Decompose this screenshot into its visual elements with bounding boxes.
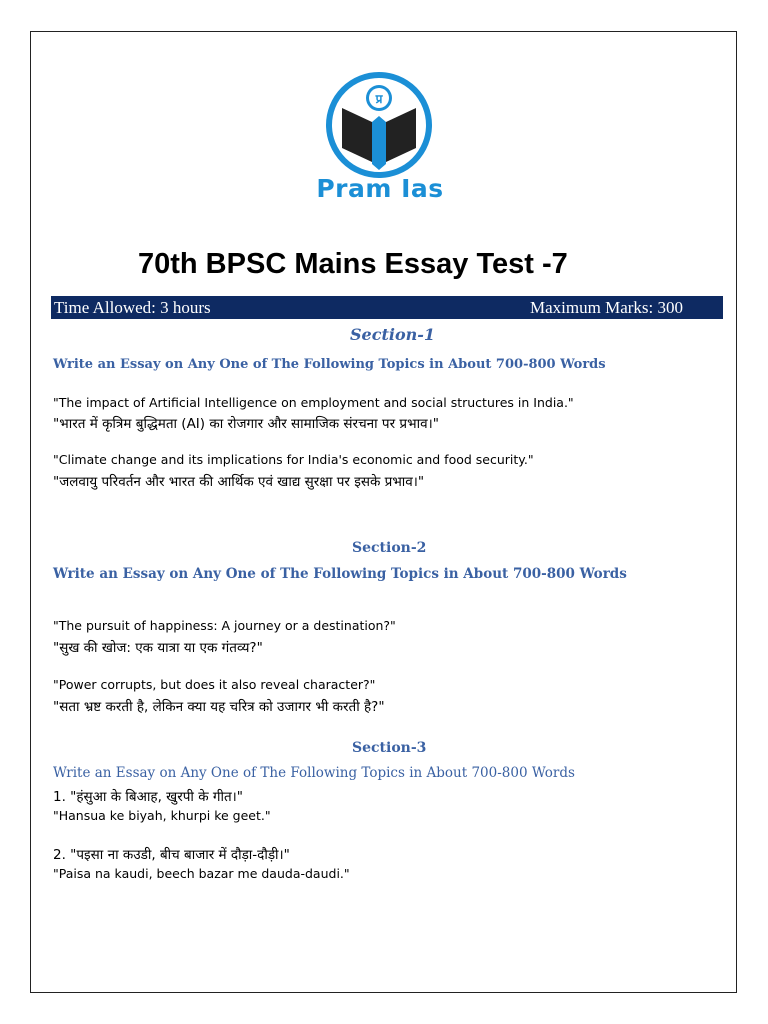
emblem-letter: प्र: [375, 92, 383, 106]
page-title: 70th BPSC Mains Essay Test -7: [138, 248, 568, 280]
brand-name: Pram Ias: [316, 174, 444, 203]
topic-line: "जलवायु परिवर्तन और भारत की आर्थिक एवं खाद्य सुरक्षा पर इसके प्रभाव।": [53, 474, 425, 490]
maximum-marks: Maximum Marks: 300: [530, 298, 683, 317]
section-instruction: Write an Essay on Any One of The Following Topics in About 700-800 Words: [53, 765, 575, 781]
book-emblem-icon: [324, 70, 434, 180]
topic-line: "भारत में कृत्रिम बुद्धिमता (AI) का रोजगार और सामाजिक संरचना पर प्रभाव।": [53, 416, 439, 432]
section-heading: Section-3: [352, 740, 427, 756]
topic-line: "The impact of Artificial Intelligence on employment and social structures in India.": [53, 395, 574, 410]
topic-line: "सता भ्रष्ट करती है, लेकिन क्या यह चरित्र को उजागर भी करती है?": [53, 699, 385, 715]
topic-line: "Paisa na kaudi, beech bazar me dauda-daudi.": [53, 866, 350, 881]
topic-line: "The pursuit of happiness: A journey or a destination?": [53, 618, 396, 633]
topic-line: "Hansua ke biyah, khurpi ke geet.": [53, 808, 271, 823]
section-heading: Section-2: [352, 540, 427, 556]
section-instruction: Write an Essay on Any One of The Following Topics in About 700-800 Words: [53, 357, 606, 372]
section-instruction: Write an Essay on Any One of The Following Topics in About 700-800 Words: [53, 566, 627, 582]
topic-line: "Climate change and its implications for India's economic and food security.": [53, 452, 534, 467]
topic-line: "Power corrupts, but does it also reveal character?": [53, 677, 376, 692]
topic-line: 2. "पइसा ना कउडी, बीच बाजार में दौड़ा-दौड़ी।": [53, 847, 290, 863]
section-heading: Section-1: [350, 325, 436, 344]
time-allowed: Time Allowed: 3 hours: [54, 298, 211, 317]
topic-line: "सुख की खोज: एक यात्रा या एक गंतव्य?": [53, 640, 263, 656]
info-bar: [51, 296, 723, 319]
topic-line: 1. "हंसुआ के बिआह, खुरपी के गीत।": [53, 789, 243, 805]
